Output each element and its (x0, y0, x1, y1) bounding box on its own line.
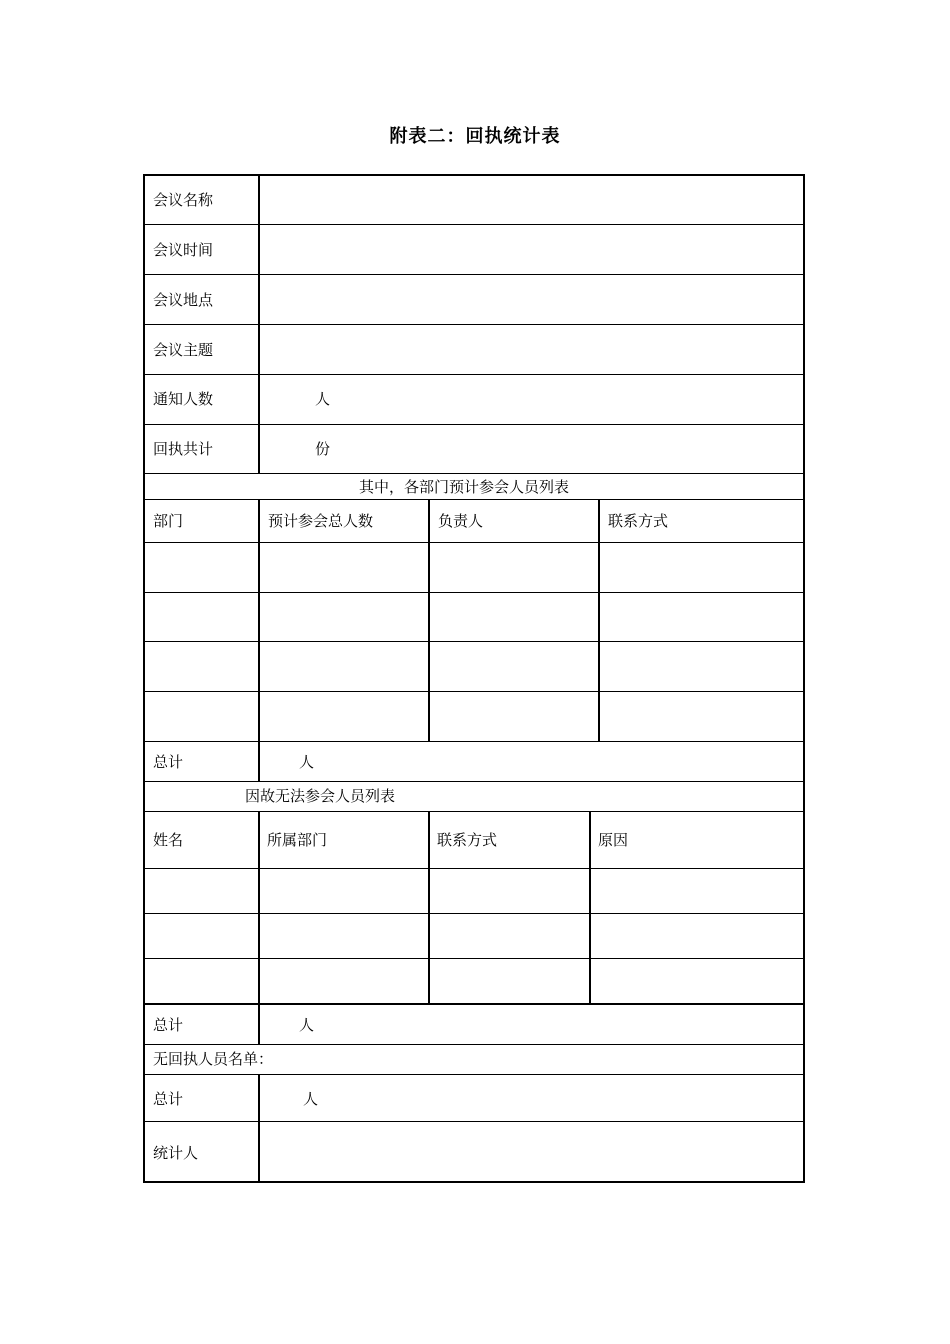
meeting-place-label: 会议地点 (153, 291, 214, 309)
dept-column-header: 预计参会总人数 (268, 512, 374, 530)
dept-column-header: 联系方式 (608, 512, 669, 530)
meeting-name-label: 会议名称 (153, 191, 214, 209)
dept-column-header: 负责人 (438, 512, 484, 530)
row-divider (145, 499, 803, 500)
row-divider (145, 781, 803, 782)
absent-column-header: 联系方式 (437, 831, 498, 849)
row-divider (145, 473, 803, 474)
receipts-total-label: 回执共计 (153, 440, 214, 458)
absent-column-header: 原因 (598, 831, 629, 849)
no-receipt-total-label: 总计 (153, 1090, 184, 1108)
receipt-statistics-form (143, 174, 805, 1183)
row-divider (145, 868, 803, 869)
row-divider (145, 1074, 803, 1075)
page-title: 附表二：回执统计表 (389, 126, 561, 147)
row-divider (145, 542, 803, 543)
notified-count-unit: 人 (315, 390, 331, 408)
absent-column-header: 姓名 (153, 831, 184, 849)
row-divider (145, 1003, 803, 1005)
stat-person-label: 统计人 (153, 1144, 199, 1162)
dept-section-heading: 其中，各部门预计参会人员列表 (359, 478, 570, 496)
column-divider (428, 499, 430, 742)
column-divider (258, 176, 260, 473)
receipts-total-unit: 份 (315, 440, 331, 458)
dept-column-header: 部门 (153, 512, 184, 530)
row-divider (145, 374, 803, 375)
row-divider (145, 1044, 803, 1045)
row-divider (145, 424, 803, 425)
row-divider (145, 1121, 803, 1122)
row-divider (145, 274, 803, 275)
dept-total-label: 总计 (153, 753, 184, 771)
absent-column-header: 所属部门 (267, 831, 328, 849)
absent-total-label: 总计 (153, 1016, 184, 1034)
row-divider (145, 224, 803, 225)
row-divider (145, 691, 803, 692)
row-divider (145, 592, 803, 593)
row-divider (145, 324, 803, 325)
row-divider (145, 958, 803, 959)
absent-total-unit: 人 (299, 1016, 315, 1034)
column-divider (258, 1074, 260, 1183)
no-receipt-total-unit: 人 (303, 1090, 319, 1108)
no-receipt-heading: 无回执人员名单： (153, 1050, 274, 1068)
dept-total-unit: 人 (299, 753, 315, 771)
column-divider (258, 499, 260, 781)
absent-section-heading: 因故无法参会人员列表 (245, 787, 396, 805)
column-divider (598, 499, 600, 742)
column-divider (428, 811, 430, 1004)
meeting-topic-label: 会议主题 (153, 341, 214, 359)
row-divider (145, 641, 803, 642)
meeting-time-label: 会议时间 (153, 241, 214, 259)
row-divider (145, 741, 803, 742)
notified-count-label: 通知人数 (153, 390, 214, 408)
row-divider (145, 913, 803, 914)
column-divider (258, 811, 260, 1044)
column-divider (589, 811, 591, 1004)
row-divider (145, 811, 803, 812)
